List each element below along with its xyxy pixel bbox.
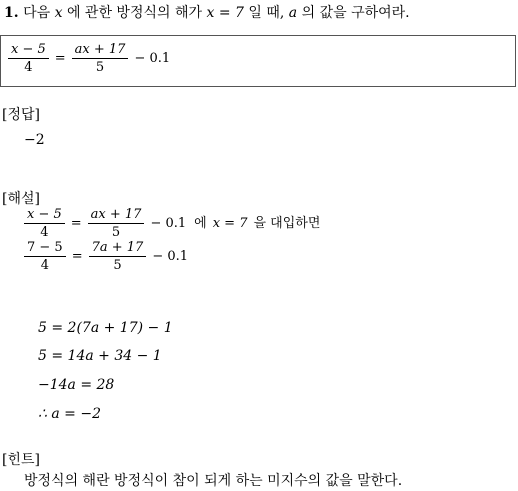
hint-text: 방정식의 해란 방정식이 참이 되게 하는 미지수의 값을 말한다. [24, 473, 403, 489]
lhs-fraction [8, 42, 49, 75]
s1-tail: − 0.1 [150, 215, 187, 231]
solution-label: [해설] [2, 191, 40, 207]
rhs-numerator: ax + 17 [72, 42, 129, 59]
lhs-denominator: 4 [24, 60, 33, 75]
rhs-fraction [72, 42, 129, 75]
rhs-denominator: 5 [95, 60, 105, 75]
s1-rhs-numerator: ax + 17 [88, 207, 145, 224]
s2-lhs-fraction [24, 240, 66, 273]
s2-lhs-denominator: 4 [40, 258, 49, 273]
s1-rhs-denominator: 5 [111, 225, 121, 240]
problem-text-1: 다음 [23, 5, 51, 21]
lhs-numerator: x − 5 [8, 42, 49, 59]
s2-rhs-denominator: 5 [113, 258, 122, 273]
solution-step-3: −14a = 28 [38, 377, 115, 393]
equals-sign: = [54, 51, 66, 66]
problem-text-3: 일 때, [248, 5, 285, 21]
hint-label: [힌트] [2, 452, 40, 468]
s1-lhs-numerator: x − 5 [24, 207, 65, 224]
condition: x = 7 [206, 5, 244, 21]
s1-rhs-fraction [88, 207, 145, 240]
solution-step-4: ∴ a = −2 [38, 406, 101, 422]
s2-lhs-numerator: 7 − 5 [24, 240, 66, 257]
s2-tail: − 0.1 [152, 248, 189, 264]
equation-box [0, 35, 516, 87]
s1-text-1: 에 [194, 215, 207, 231]
answer-value: −2 [24, 132, 45, 148]
solution-line-2 [22, 240, 192, 273]
var-a: a [288, 5, 298, 21]
s2-equals: = [71, 248, 83, 264]
problem-text-4: 의 값을 구하여라. [301, 5, 410, 21]
s1-lhs-denominator: 4 [40, 225, 49, 240]
problem-statement [4, 4, 410, 22]
problem-number: 1. [4, 5, 19, 21]
s2-rhs-fraction [89, 240, 147, 273]
solution-step-2: 5 = 14a + 34 − 1 [38, 348, 162, 364]
s1-text-2: 을 대입하면 [253, 215, 321, 231]
var-x: x [54, 5, 63, 21]
problem-text-2: 에 관한 방정식의 해가 [66, 5, 203, 21]
s1-condition: x = 7 [212, 215, 248, 231]
answer-label: [정답] [2, 107, 40, 123]
s2-rhs-numerator: 7a + 17 [89, 240, 147, 257]
s1-equals: = [70, 215, 82, 231]
solution-step-1: 5 = 2(7a + 17) − 1 [38, 320, 173, 336]
equation-tail: − 0.1 [134, 51, 171, 66]
solution-line-1 [22, 207, 320, 240]
s1-lhs-fraction [24, 207, 65, 240]
equation [6, 42, 174, 75]
